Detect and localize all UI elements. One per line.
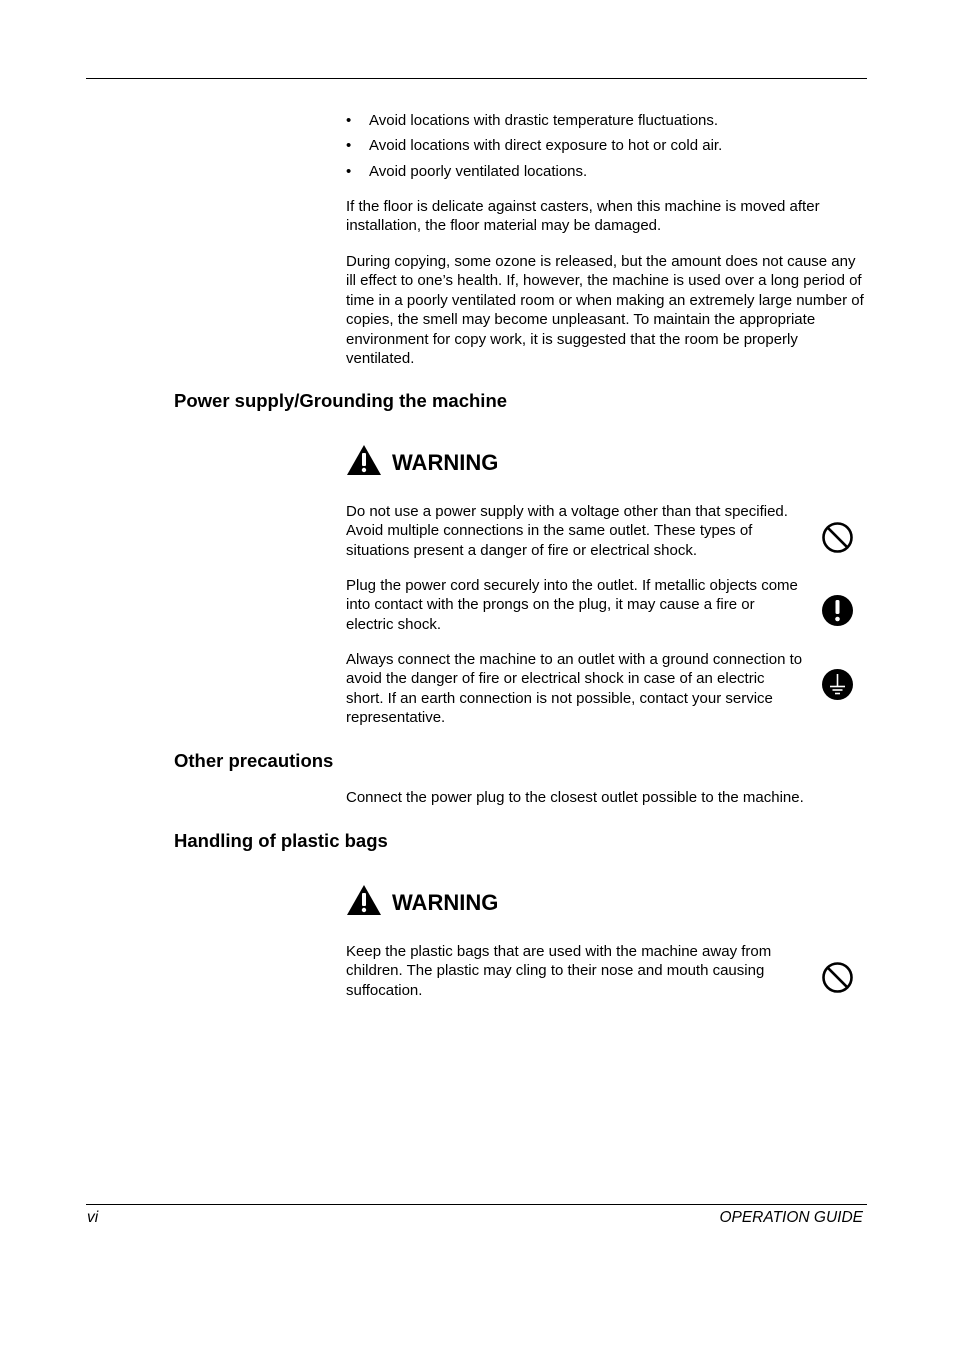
warning-label: WARNING <box>392 890 499 915</box>
header-rule <box>86 78 867 79</box>
list-item-text: Avoid locations with drastic temperature fluctuations. <box>369 112 719 129</box>
ozone-paragraph: During copying, some ozone is released, but the amount does not cause any ill effect to one’s health. If, however, the machine is used over a long period of time in a poorly ventilated room or when making an extremely large number of copies, the smell may become unpleasant. To maintain the appropriate environment for copy work, it is suggested that the room be properly ventilated. <box>346 253 864 368</box>
footer-rule <box>86 1204 867 1205</box>
prohibition-icon <box>821 521 854 554</box>
list-item-text: Avoid poorly ventilated locations. <box>369 163 588 180</box>
floor-paragraph: If the floor is delicate against casters, when this machine is moved after installation, the floor material may be damaged. <box>346 198 820 235</box>
ground-connection-icon <box>821 668 854 701</box>
warning-text: Keep the plastic bags that are used with the machine away from children. The plastic may cling to their nose and mouth causing suffocation. <box>346 943 772 999</box>
warning-text: Do not use a power supply with a voltage other than that specified. Avoid multiple connections in the same outlet. These types of situations present a danger of fire or electrical shock. <box>346 503 788 559</box>
warning-text: Always connect the machine to an outlet with a ground connection to avoid the danger of fire or electrical shock in case of an electric short. If an earth connection is not possible, contact your service representative. <box>346 651 803 727</box>
prohibition-icon <box>821 961 854 994</box>
warning-triangle-icon <box>346 444 382 476</box>
page-number: vi <box>87 1209 99 1226</box>
warning-label: WARNING <box>392 450 499 475</box>
bullet-marker: • <box>346 112 352 129</box>
bullet-marker: • <box>346 163 352 180</box>
warning-text: Plug the power cord securely into the outlet. If metallic objects come into contact with the prongs on the plug, it may cause a fire or electric shock. <box>346 577 798 633</box>
footer-title: OPERATION GUIDE <box>719 1209 863 1226</box>
section-heading-plastic-bags: Handling of plastic bags <box>174 830 388 851</box>
warning-triangle-icon <box>346 884 382 916</box>
mandatory-exclamation-icon <box>821 594 854 627</box>
bullet-marker: • <box>346 137 352 154</box>
section-heading-power-supply: Power supply/Grounding the machine <box>174 390 508 411</box>
other-precautions-text: Connect the power plug to the closest outlet possible to the machine. <box>346 789 804 806</box>
section-heading-other-precautions: Other precautions <box>174 750 334 771</box>
list-item-text: Avoid locations with direct exposure to hot or cold air. <box>369 137 723 154</box>
